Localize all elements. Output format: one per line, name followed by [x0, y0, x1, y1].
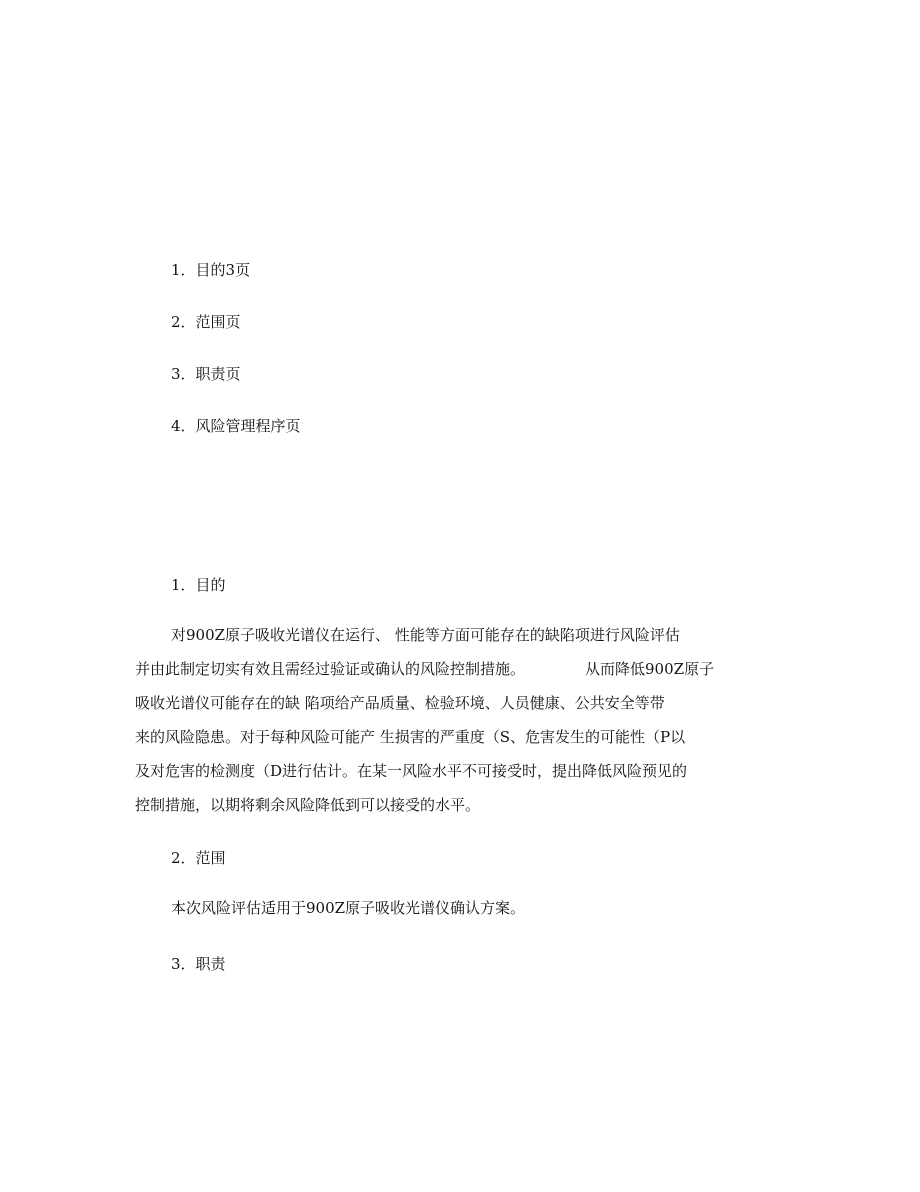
scope-text: 本次风险评估适用于900Z原子吸收光谱仪确认方案。	[171, 899, 526, 917]
purpose-line-2a: 并由此制定切实有效且需经过验证或确认的风险控制措施。	[135, 660, 526, 678]
section-heading-responsibilities: 3．职责	[171, 955, 226, 973]
purpose-line-4: 来的风险隐患。对于每种风险可能产 生损害的严重度（S、危害发生的可能性（P以	[135, 728, 686, 746]
section-heading-scope: 2．范围	[171, 849, 226, 867]
section-heading-purpose: 1．目的	[171, 576, 226, 594]
purpose-line-5: 及对危害的检测度（D进行估计。在某一风险水平不可接受时，提出降低风险预见的	[135, 762, 688, 780]
purpose-line-3: 吸收光谱仪可能存在的缺 陷项给产品质量、检验环境、人员健康、公共安全等带	[135, 694, 665, 712]
toc-item-responsibilities: 3．职责页	[171, 365, 241, 383]
purpose-line-1: 对900Z原子吸收光谱仪在运行、 性能等方面可能存在的缺陷项进行风险评估	[171, 626, 680, 644]
purpose-line-2b: 从而降低900Z原子	[585, 660, 715, 678]
purpose-line-2	[135, 659, 714, 679]
toc-item-scope: 2．范围页	[171, 313, 241, 331]
purpose-line-6: 控制措施，以期将剩余风险降低到可以接受的水平。	[135, 796, 481, 814]
toc-item-risk-procedure: 4．风险管理程序页	[171, 417, 301, 435]
toc-item-purpose: 1．目的3页	[171, 261, 251, 279]
